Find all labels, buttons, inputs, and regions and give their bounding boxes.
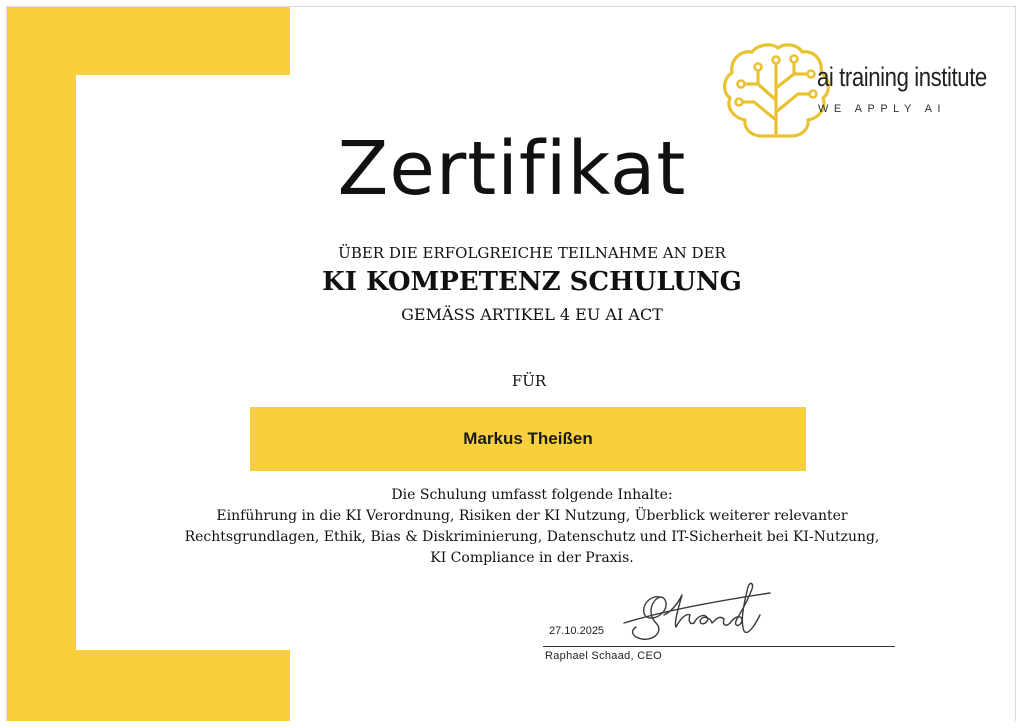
- signer-name: Raphael Schaad, CEO: [545, 650, 662, 662]
- recipient-band: [250, 407, 806, 471]
- recipient-name: Markus Theißen: [463, 429, 593, 448]
- signature-line: [543, 646, 895, 647]
- legal-basis: GEMÄSS ARTIKEL 4 EU AI ACT: [401, 305, 663, 324]
- description-line: KI Compliance in der Praxis.: [430, 550, 634, 566]
- description-line: Rechtsgrundlagen, Ethik, Bias & Diskriminierung, Datenschutz und IT-Sicherheit bei KI-Nutzung,: [184, 529, 880, 545]
- course-name: KI KOMPETENZ SCHULUNG: [322, 267, 742, 297]
- certificate-title: Zertifikat: [337, 126, 687, 212]
- participation-text: ÜBER DIE ERFOLGREICHE TEILNAHME AN DER: [338, 244, 726, 262]
- for-label: FÜR: [511, 372, 547, 390]
- description-line: Die Schulung umfasst folgende Inhalte:: [391, 487, 673, 503]
- handwritten-signature: [620, 575, 790, 655]
- description-line: Einführung in die KI Verordnung, Risiken der KI Nutzung, Überblick weiterer relevanter: [216, 508, 848, 524]
- logo-tagline: WE APPLY AI: [818, 103, 946, 115]
- issue-date: 27.10.2025: [549, 625, 605, 637]
- course-description: [150, 485, 914, 569]
- logo-name: ai training institute: [817, 62, 987, 92]
